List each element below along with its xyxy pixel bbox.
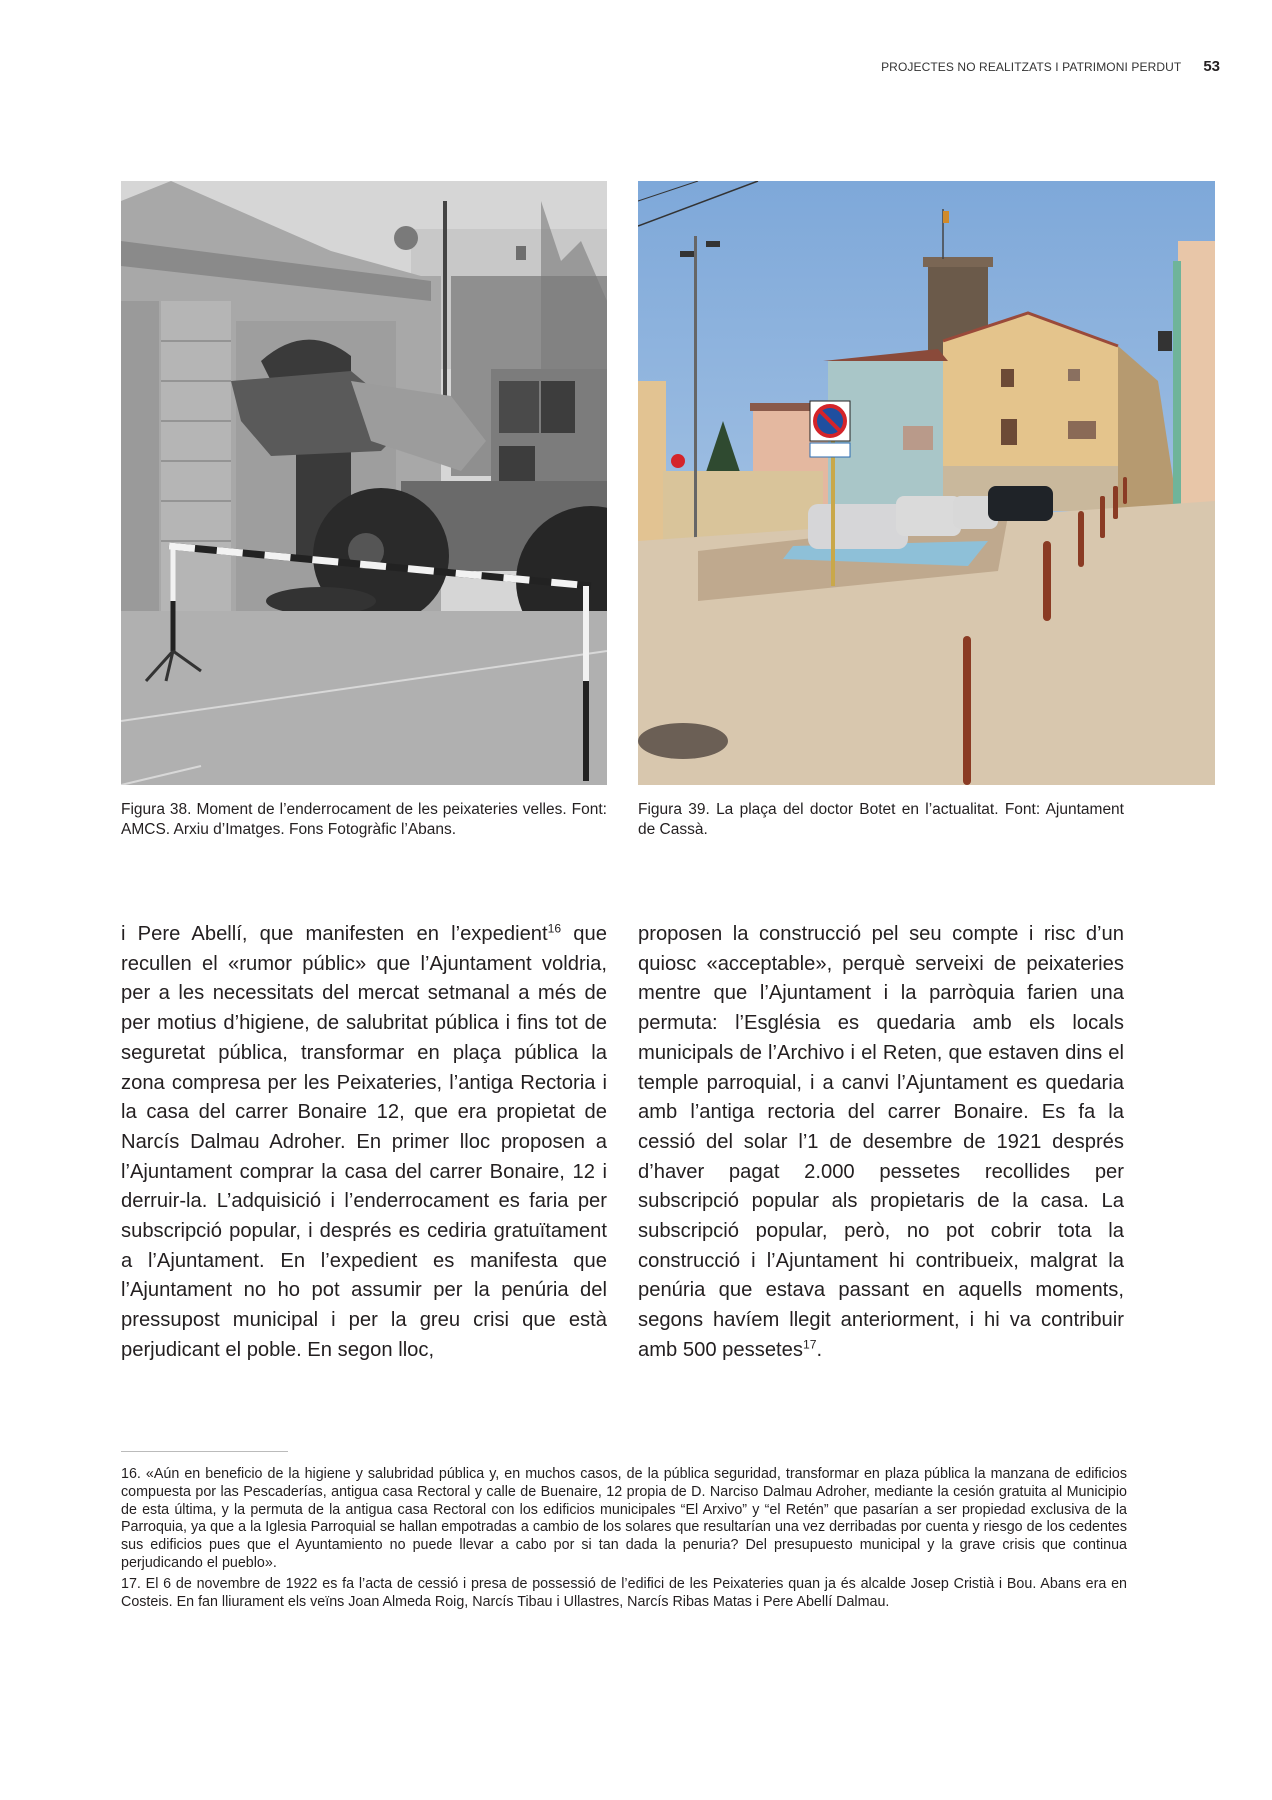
footnote-divider <box>121 1451 288 1452</box>
figure-38-caption: Figura 38. Moment de l’enderrocament de les peixateries velles. Font: AMCS. Arxiu d’Imatges. Fons Fotogràfic l’Abans. <box>121 801 607 838</box>
footnote-16 <box>121 1466 1127 1573</box>
body-text: . <box>816 1338 823 1361</box>
page-number: 53 <box>1203 58 1220 75</box>
figure-39-caption: Figura 39. La plaça del doctor Botet en l’actualitat. Font: Ajuntament de Cassà. <box>638 801 1124 838</box>
body-column-right <box>638 920 1124 1366</box>
body-text: proposen la construcció pel seu compte i risc d’un quiosc «acceptable», perquè serveixi de peixateries mentre que l’Ajuntament i la parròquia farien una permuta: l’Església es quedaria amb els locals municipals de l’Archivo i el Reten, que estaven dins el temple parroquial, i a canvi l’Ajuntament es quedaria amb l’antiga rectoria del carrer Bonaire. Es fa la cessió del solar l’1 de desembre de 1921 després d’haver pagat 2.000 pessetes recollides per subscripció popular als propietaris de la casa. La subscripció popular, però, no pot cobrir tota la construcció i l’Ajuntament hi contribueix, malgrat la penúria que estava passant en aquells moments, segons havíem llegit anteriorment, i hi va contribuir amb 500 pessetes <box>638 923 1124 1361</box>
footnote-text: El 6 de novembre de 1922 es fa l’acta de cessió i presa de possessió de l’edifici de les Peixateries quan ja és alcalde Josep Cristià i Bou. Abans era en Costeis. En fan lliurament els veïns Joan Almeda Roig, Narcís Tibau i Ullastres, Narcís Ribas Matas i Pere Abellí Dalmau. <box>121 1575 1127 1610</box>
footnote-ref-17[interactable]: 17 <box>802 1337 817 1352</box>
demolition-photo-illustration <box>121 181 607 785</box>
footnote-17 <box>121 1576 1127 1612</box>
figure-38-photo <box>121 181 607 785</box>
town-square-photo-illustration <box>638 181 1215 785</box>
footnote-text: «Aún en beneficio de la higiene y salubridad pública y, en muchos casos, de la pública seguridad, transformar en plaza pública la manzana de edificios compuesta por las Pescaderías, antigua casa Rectoral y calle de Buenaire, 12 propia de D. Narciso Dalmau Adroher, mediante la cesión gratuita al Municipio de esta última, y la permuta de la antigua casa Rectoral con los edificios municipales “El Arxivo” y “el Retén” que pasarían a ser propiedad exclusiva de la Parroquia, ya que a la Iglesia Parroquial se hallan empotradas a cambio de los solares que resultarían una vez derribadas por cuenta y riesgo de los cedentes sus edificios pues que el Ayuntamiento no puede llevar a cabo por si tan dada la penuria? Del presupuesto municipal y la grave crisis que continua perjudicando el pueblo». <box>121 1466 1127 1571</box>
body-text: que recullen el «rumor públic» que l’Ajuntament voldria, per a les necessitats del mercat setmanal a més de per motius d’higiene, de salubritat pública i fins tot de seguretat pública, transformar en plaça pública la zona compresa per les Peixateries, l’antiga Rectoria i la casa del carrer Bonaire 12, que era propietat de Narcís Dalmau Adroher. En primer lloc proposen a l’Ajuntament comprar la casa del carrer Bonaire, 12 i derruir-la. L’adquisició i l’enderrocament es faria per subscripció popular, i després es cediria gratuïtament a l’Ajuntament. En l’expedient es manifesta que l’Ajuntament no ho pot assumir per la penúria del pressupost municipal i per la greu crisi que està perjudicant el poble. En segon lloc, <box>121 923 607 1361</box>
running-header <box>881 58 1220 75</box>
footnote-number: 16. <box>121 1466 141 1482</box>
footnote-ref-16[interactable]: 16 <box>547 921 562 936</box>
body-paragraph <box>121 920 607 1366</box>
body-text: i Pere Abellí, que manifesten en l’expedient <box>121 923 548 945</box>
body-column-left <box>121 920 607 1366</box>
body-paragraph <box>638 920 1124 1366</box>
footnote-number: 17. <box>121 1575 141 1592</box>
running-title: PROJECTES NO REALITZATS I PATRIMONI PERDUT <box>881 60 1182 74</box>
figure-39-photo <box>638 181 1215 785</box>
footnotes <box>121 1466 1127 1614</box>
